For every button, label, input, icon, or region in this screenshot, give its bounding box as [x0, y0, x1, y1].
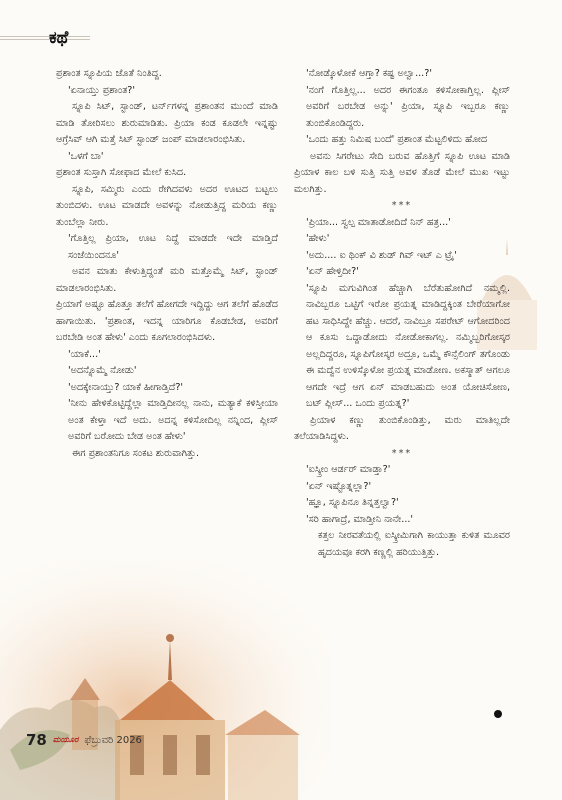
dialogue-line: 'ಯಾಕೆ...' [68, 348, 101, 360]
story-end-marker [494, 710, 502, 718]
issue-date: ಫೆಬ್ರುವರಿ 2026 [84, 734, 142, 746]
section-break: *** [391, 200, 413, 211]
header-rule [0, 36, 90, 42]
paragraph: ಸ್ನೂಪಿ, ಸಮ್ಮಿರು ಎಂದು ರೇಗಿದವಳು ಅದರ ಊಟದ ಬಟ್ಟಲು ತುಂಬಿದಳು. ಊಟ ಮಾಡದೇ ಅವಳನ್ನು ನೋಡುತ್ತಿದ್ದ ಮರಿಯ ಕಣ್ಣು ತುಂಬೆಲ್ಲಾ ನೀರು. [56, 183, 278, 228]
dialogue-line: 'ಪ್ರಿಯಾ... ಸ್ವಲ್ಪ ಮಾತಾಡೋದಿದೆ ನಿನ್ ಹತ್ರ...' [306, 216, 451, 228]
dialogue-line: 'ಅದಕ್ಕೇನಾಯ್ತು? ಯಾಕೆ ಹೀಗಾಡ್ತಿದೆ?' [68, 381, 184, 393]
dialogue-line: 'ನಂಗೆ ಗೊತ್ತಿಲ್ಲ... ಅದರ ಈಗಂತೂ ಕಳಿಸೋಕಾಗ್ತಿಲ್ಲ. ಪ್ಲೀಸ್ ಅವರಿಗೆ ಬರಬೇಡ ಅನ್ನು' ಪ್ರಿಯಾ, ಸ್ನೂಪಿ ಇಬ್ಬರೂ ಕಣ್ಣು ತುಂಬಿಕೊಂಡಿದ್ದರು. [306, 84, 510, 129]
page-footer [26, 731, 142, 749]
article-column-right [294, 66, 510, 561]
dialogue-line: 'ಹ್ಞೂ, ಸ್ನೂಪಿನೂ ತಿನ್ನತ್ತಲ್ವಾ?' [306, 497, 399, 508]
section-break: *** [391, 447, 413, 459]
section-title: ಕಥೆ [49, 28, 69, 48]
dialogue-line: 'ನೋಡ್ಕೊಳೋಕೆ ಆಗ್ತಾ? ಕಷ್ಟ ಅಲ್ವಾ...?' [306, 68, 432, 79]
article-column-left [56, 66, 278, 462]
dialogue-line: 'ಸರಿ ಹಾಗಾದ್ರೆ, ಮಾಡ್ತೀನಿ ನಾನೇ...' [306, 513, 414, 525]
dialogue-line: 'ಏನ್ ಹೇಳ್ತಿದೀ?' [306, 266, 359, 277]
dialogue-line: 'ಒಳಗೆ ಬಾ' [68, 150, 104, 162]
dialogue-line: 'ನೀನು ಹೇಳಿಕೊಟ್ಟಿದ್ದೆಲ್ಲಾ ಮಾಡ್ತಿದೀನಲ್ಲ ನಾನು, ಮತ್ಯಾಕೆ ಕಳಿಸ್ತೀಯಾ ಅಂತ ಕೇಳ್ತಾ ಇದೆ ಅದು. ಅದನ್ನ ಕಳಿಸೋದಿಲ್ಲ ನನ್ನಿಂದ, ಪ್ಲೀಸ್ ಅವರಿಗೆ ಬರೋದು ಬೇಡ ಅಂತ ಹೇಳು' [68, 398, 278, 442]
page-number: 78 [26, 731, 47, 749]
watercolor-palace-illustration [0, 560, 330, 800]
dialogue-line: 'ಹೇಳು' [306, 233, 330, 244]
dialogue-line: 'ಏನ್ ಇಷ್ಟೊತ್ನಲ್ಲಾ?' [306, 480, 372, 492]
paragraph: ಅವನು ಸಿಗರೇಟು ಸೇದಿ ಬರುವ ಹೊತ್ತಿಗೆ ಸ್ನೂಪಿ ಊಟ ಮಾಡಿ ಪ್ರಿಯಾಳ ಕಾಲ ಬಳಿ ಸುತ್ತಿ ಸುತ್ತಿ ಅವಳ ತೊಡೆ ಮೇಲೆ ಮುಖ ಇಟ್ಟು ಮಲಗಿತ್ತು. [294, 150, 510, 195]
dialogue-line: 'ಸ್ನೂಪಿ ಮಗುವಿಗಿಂತ ಹೆಚ್ಚಾಗಿ ಬೆರೆತುಹೋಗಿದೆ ನಮ್ಮಲ್ಲಿ. ನಾವಿಬ್ಬರೂ ಒಟ್ಟಿಗೆ ಇರೋ ಪ್ರಯತ್ನ ಮಾಡಿದ್ದಕ್ಕಿಂತ ಬೇರೆಯಾಗೋ ಹಟ ಸಾಧಿಸಿದ್ದೇ ಹೆಚ್ಚು. ಆದರೆ, ನಾವಿಬ್ರೂ ಸಪರೇಟ್ ಆಗೋದರಿಂದ ಆ ಕೂಸು ಒದ್ದಾಡೋದು ನೋಡೋಕಾಗಲ್ಲ. ನಮ್ಮಿಬ್ಬರಿಗೋಸ್ಕರ ಅಲ್ಲದಿದ್ದರೂ, ಸ್ನೂಪಿಗೋಸ್ಕರ ಅದ್ರೂ, ಒಮ್ಮೆ ಕೌನ್ಸೆಲಿಂಗ್ ತಗೊಂಡು ಈ ಮದ್ವೆನ ಉಳಿಸ್ಕೊಳೋ ಪ್ರಯತ್ನ ಮಾಡೋಣ. ಅಕಸ್ಮಾತ್ ಆಗಲೂ ಆಗದೇ ಇದ್ರೆ ಆಗ ಏನ್ ಮಾಡಬಹುದು ಅಂತ ಯೋಚಿಸೋಣ, ಬಟ್ ಪ್ಲೀಸ್... ಒಂದು ಪ್ರಯತ್ನ?' [306, 282, 510, 409]
dialogue-line: 'ಅದನ್ನೊಮ್ಮೆ ನೋಡು' [68, 365, 137, 376]
closing-paragraph: ಕತ್ತಲ ನೀರವತೆಯಲ್ಲಿ ಐಸ್ಕ್ರೀಮಿಗಾಗಿ ಕಾಯುತ್ತಾ ಕುಳಿತ ಮೂವರ ಹೃದಯವೂ ಕರಗಿ ಕಣ್ಣಲ್ಲಿ ಹರಿಯುತ್ತಿತ್ತು. [318, 530, 510, 558]
paragraph: ಪ್ರಿಯಾಳ ಕಣ್ಣು ತುಂಬಿಕೊಂಡಿತ್ತು, ಮರು ಮಾತಿಲ್ಲದೇ ತಲೆಯಾಡಿಸಿದ್ದಳು. [294, 414, 510, 442]
dialogue-line: 'ಅದು.... ಐ ಥಿಂಕ್ ವಿ ಶುಡ್ ಗಿವ್ ಇಟ್ ಎ ಟ್ರೈ' [306, 249, 457, 261]
paragraph: ಈಗ ಪ್ರಶಾಂತನಿಗೂ ಸಂಕಟ ಶುರುವಾಗಿತ್ತು. [72, 447, 200, 459]
magazine-logo: ಮಯೂರ [52, 735, 79, 744]
dialogue-line: 'ಏನಾಯ್ತು ಪ್ರಶಾಂತ?' [68, 84, 136, 96]
paragraph: ಸ್ನೂಪಿ ಸಿಟ್, ಸ್ಟಾಂಡ್, ಟರ್ನ್‌ಗಳನ್ನ ಪ್ರಶಾಂತನ ಮುಂದೆ ಮಾಡಿ ಮಾಡಿ ತೋರಿಸಲು ಶುರುಮಾಡಿತು. ಪ್ರಿಯಾ ಕಂಡ ಕೂಡಲೇ ಇನ್ನಷ್ಟು ಆಗ್ರೆಸಿವ್ ಆಗಿ ಮತ್ತೆ ಸಿಟ್ ಸ್ಟಾಂಡ್ ಜಂಪ್ ಮಾಡಲಾರಂಭಿಸಿತು. [56, 101, 278, 145]
dialogue-line: 'ಐಸ್ಕ್ರೀಂ ಆರ್ಡರ್ ಮಾಡ್ತಾ?' [306, 464, 391, 475]
dialogue-line: 'ಗೊತ್ತಿಲ್ಲ ಪ್ರಿಯಾ, ಊಟ ನಿದ್ದೆ ಮಾಡದೇ ಇದೇ ಮಾಡ್ತಿದೆ ಸಂಜೆಯಿಂದನೂ' [68, 233, 278, 261]
paragraph: ಪ್ರಿಯಾಗೆ ಅಷ್ಟೂ ಹೊತ್ತೂ ತಲೆಗೆ ಹೋಗದೇ ಇದ್ದಿದ್ದು ಆಗ ತಲೆಗೆ ಹೊಡೆದ ಹಾಗಾಯಿತು. 'ಪ್ರಶಾಂತ, ಇದನ್ನ ಯಾರಿಗೂ ಕೊಡಬೇಡ, ಅವರಿಗೆ ಬರಬೇಡಿ ಅಂತ ಹೇಳು' ಎಂದು ಕೂಗಲಾರಂಭಿಸಿದಳು. [56, 299, 278, 343]
paragraph: ಪ್ರಶಾಂತ ಸುಸ್ತಾಗಿ ಸೋಫಾದ ಮೇಲೆ ಕುಸಿದ. [56, 167, 187, 178]
paragraph: ಅವನ ಮಾತು ಕೇಳುತ್ತಿದ್ದಂತೆ ಮರಿ ಮತ್ತೊಮ್ಮೆ ಸಿಟ್, ಸ್ಟಾಂಡ್ ಮಾಡಲಾರಂಭಿಸಿತು. [56, 266, 278, 294]
paragraph: ಪ್ರಶಾಂತ ಸ್ನೂಪಿಯ ಜೊತೆ ನಿಂತಿದ್ದ. [56, 68, 162, 79]
dialogue-line: 'ಒಂದು ಹತ್ತು ನಿಮಿಷ ಬಂದೆ' ಪ್ರಶಾಂತ ಮೆಟ್ಟಲಿಳಿದು ಹೋದ [306, 134, 488, 145]
